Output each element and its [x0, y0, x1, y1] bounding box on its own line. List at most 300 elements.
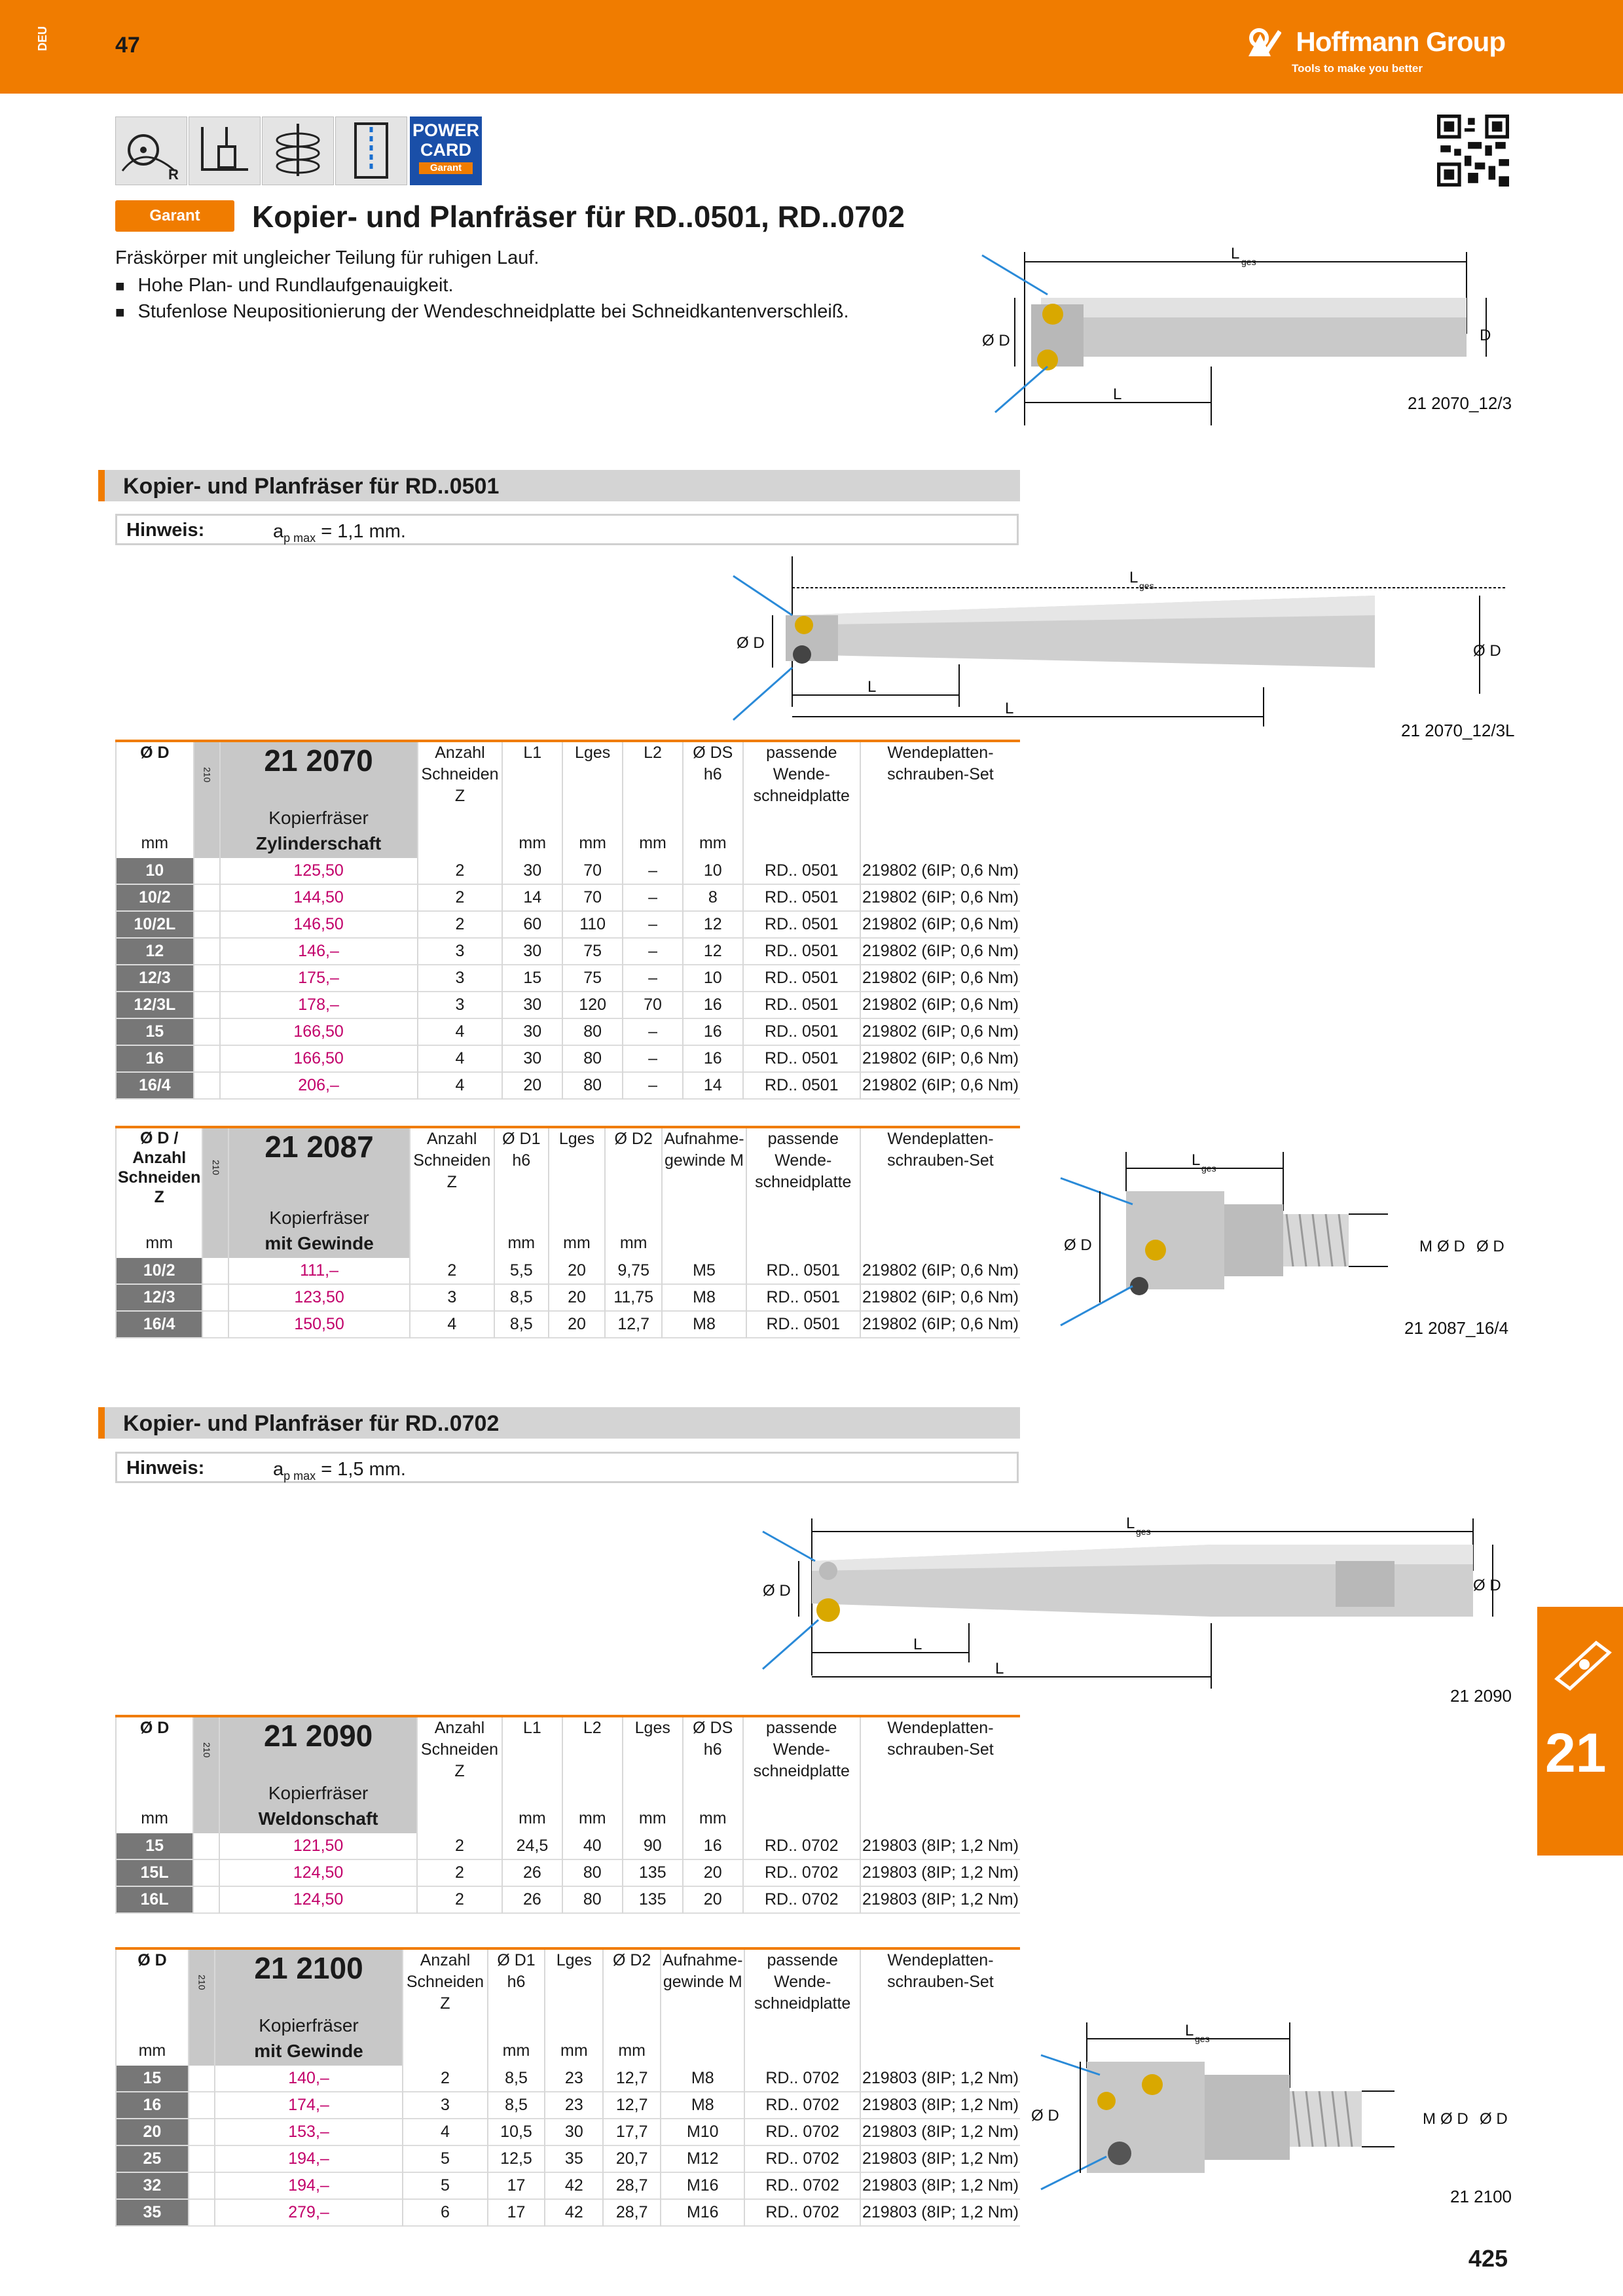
value-cell: 12 [683, 938, 743, 965]
fig2-l2-label: L [1005, 700, 1014, 717]
table-row [116, 2172, 1020, 2199]
spacer-cell [194, 1018, 220, 1045]
value-cell: 75 [562, 965, 623, 992]
article-number: 21 2100 [215, 1948, 403, 2015]
fig2-lges-sub: ges [1139, 581, 1154, 591]
value-cell: 40 [562, 1833, 623, 1859]
value-cell: 3 [418, 992, 503, 1018]
value-cell: 2 [418, 884, 503, 911]
value-cell: RD.. 0702 [743, 1833, 860, 1859]
size-cell: 10/2L [116, 911, 194, 938]
shoulder-milling-icon [189, 117, 261, 185]
value-cell: 14 [683, 1072, 743, 1099]
hoffmann-logo-icon [1247, 25, 1281, 59]
table-row [116, 884, 1020, 911]
value-cell: 6 [403, 2199, 487, 2226]
hinweis-value: $a_{p max} = 1,5$ mm. [273, 1459, 406, 1482]
value-cell: 219802 (6IP; 0,6 Nm) [860, 1072, 1020, 1099]
tool-drawing-2090 [753, 1505, 1525, 1702]
value-cell: 219802 (6IP; 0,6 Nm) [860, 884, 1020, 911]
table-row [116, 1833, 1020, 1859]
col-header-insert: passende Wende-schneidplatte [743, 741, 860, 807]
shank-type: mit Gewinde [228, 1232, 410, 1258]
col-header-l2: L2 [562, 1716, 623, 1782]
value-cell: 8,5 [494, 1284, 549, 1311]
value-cell: RD.. 0702 [744, 2092, 860, 2119]
col-header-l1: L1 [502, 1716, 562, 1782]
value-cell: 12,7 [603, 2066, 661, 2092]
fig4-d-label: Ø D [763, 1582, 791, 1600]
spacer-cell [194, 884, 220, 911]
col-header-screw-set: Wendeplatten-schrauben-Set [860, 1948, 1020, 2015]
value-cell: RD.. 0501 [743, 965, 860, 992]
table-row [116, 1311, 1020, 1338]
col-header-l2: L2 [623, 741, 683, 807]
value-cell: 11,75 [605, 1284, 662, 1311]
col-header-insert: passende Wende-schneidplatte [743, 1716, 860, 1782]
tool-drawing-overview [969, 236, 1519, 432]
size-cell: 12/3 [116, 1284, 202, 1311]
value-cell: 219803 (8IP; 1,2 Nm) [860, 2092, 1020, 2119]
value-cell: 80 [562, 1072, 623, 1099]
value-cell: M8 [662, 1311, 746, 1338]
value-cell: RD.. 0702 [744, 2066, 860, 2092]
value-cell: 12,5 [488, 2145, 545, 2172]
power-card-line-2: CARD [420, 140, 471, 160]
value-cell: 70 [562, 884, 623, 911]
col-header-z: Anzahl Schneiden Z [403, 1948, 487, 2015]
unit-label: mm [116, 1808, 193, 1833]
value-cell: 17,7 [603, 2119, 661, 2145]
fig1-d-label: Ø D [982, 332, 1010, 350]
unit-label: mm [502, 833, 562, 858]
feature-bullet: ■ Hohe Plan- und Rundlaufgenauigkeit. [115, 275, 454, 296]
value-cell: 2 [417, 1886, 502, 1913]
price-cell: 174,– [215, 2092, 403, 2119]
fig1-caption: 21 2070_12/3 [1408, 393, 1512, 413]
price-cell: 144,50 [220, 884, 418, 911]
size-cell: 16/4 [116, 1311, 202, 1338]
table-212090 [115, 1715, 1020, 1914]
milling-insert-icon [1537, 1607, 1623, 1712]
spacer-cell [193, 1859, 219, 1886]
unit-label: mm [562, 1808, 623, 1833]
value-cell: 42 [545, 2172, 603, 2199]
price-cell: 194,– [215, 2172, 403, 2199]
value-cell: 80 [562, 1886, 623, 1913]
value-cell: 80 [562, 1045, 623, 1072]
spacer-cell [189, 2199, 215, 2226]
section-title: Kopier- und Planfräser für RD..0702 [123, 1411, 500, 1436]
fig4-l2-label: L [995, 1660, 1004, 1677]
value-cell: RD.. 0702 [744, 2172, 860, 2199]
value-cell: 219802 (6IP; 0,6 Nm) [860, 965, 1020, 992]
power-card-line-1: POWER [412, 120, 479, 140]
unit-label: mm [116, 1232, 202, 1258]
value-cell: 80 [562, 1018, 623, 1045]
garant-brand-badge: Garant [115, 200, 234, 232]
value-cell: RD.. 0501 [746, 1258, 860, 1284]
table-body [116, 1833, 1020, 1913]
value-cell: M5 [662, 1258, 746, 1284]
value-cell: 219802 (6IP; 0,6 Nm) [860, 938, 1020, 965]
value-cell: 8,5 [494, 1311, 549, 1338]
picto-r-label: R [168, 166, 179, 183]
brand-name: Hoffmann Group [1296, 26, 1505, 57]
value-cell: 4 [418, 1072, 503, 1099]
spacer-cell [194, 938, 220, 965]
value-cell: M8 [661, 2092, 744, 2119]
value-cell: 5 [403, 2172, 487, 2199]
fig1-l1-label: L [1113, 386, 1122, 403]
fig2-caption: 21 2070_12/3L [1401, 721, 1515, 740]
value-cell: 110 [562, 911, 623, 938]
unit-label: mm [683, 1808, 743, 1833]
fig4-caption: 21 2090 [1450, 1686, 1512, 1702]
page-number: 425 [1468, 2245, 1508, 2272]
value-cell: 8,5 [488, 2066, 545, 2092]
value-cell: 219802 (6IP; 0,6 Nm) [860, 1258, 1020, 1284]
price-cell: 279,– [215, 2199, 403, 2226]
table-row [116, 2092, 1020, 2119]
size-cell: 15 [116, 2066, 189, 2092]
lges-label: L [1231, 245, 1240, 262]
fig3-d1-label: Ø D [1437, 1238, 1465, 1255]
tool-drawing-2100 [1021, 2016, 1525, 2212]
value-cell: – [623, 938, 683, 965]
value-cell: 12,7 [603, 2092, 661, 2119]
unit-label: mm [545, 2040, 603, 2066]
fig5-lges-sub: ges [1195, 2034, 1210, 2044]
price-cell: 146,50 [220, 911, 418, 938]
value-cell: 135 [623, 1859, 683, 1886]
product-title: Kopier- und Planfräser für RD..0501, RD..0702 [252, 200, 905, 234]
hinweis-label: Hinweis: [126, 1458, 205, 1479]
language-code: DEU [36, 26, 49, 52]
col-header-ds: Ø DS h6 [683, 741, 743, 807]
power-card-sub: Garant [419, 162, 473, 174]
unit-label: mm [116, 833, 194, 858]
fig3-lges-sub: ges [1201, 1163, 1216, 1174]
value-cell: 28,7 [603, 2199, 661, 2226]
value-cell: M16 [661, 2199, 744, 2226]
col-header-lges: Lges [562, 741, 623, 807]
value-cell: RD.. 0501 [746, 1284, 860, 1311]
value-cell: 20 [683, 1859, 743, 1886]
value-cell: 4 [403, 2119, 487, 2145]
price-cell: 150,50 [228, 1311, 410, 1338]
col-header-lges: Lges [549, 1127, 605, 1207]
value-cell: 20 [502, 1072, 562, 1099]
size-cell: 10/2 [116, 1258, 202, 1284]
value-cell: 20 [549, 1258, 605, 1284]
fig2-d-label: Ø D [737, 634, 765, 652]
value-cell: M12 [661, 2145, 744, 2172]
value-cell: M8 [661, 2066, 744, 2092]
brand-tagline: Tools to make you better [1292, 62, 1423, 75]
chapter-page-number: 47 [115, 33, 140, 58]
value-cell: – [623, 965, 683, 992]
fig3-lges-label: L [1192, 1151, 1201, 1169]
coolant-icon [335, 117, 407, 185]
article-type: Kopierfräser [219, 1782, 417, 1808]
price-cell: 178,– [220, 992, 418, 1018]
value-cell: 16 [683, 992, 743, 1018]
value-cell: – [623, 1045, 683, 1072]
unit-label: mm [549, 1232, 605, 1258]
value-cell: 5 [403, 2145, 487, 2172]
value-cell: 75 [562, 938, 623, 965]
value-cell: 70 [562, 858, 623, 884]
value-cell: 20 [549, 1284, 605, 1311]
price-cell: 124,50 [219, 1886, 417, 1913]
value-cell: 3 [418, 938, 503, 965]
value-cell: 219802 (6IP; 0,6 Nm) [860, 1018, 1020, 1045]
value-cell: 219803 (8IP; 1,2 Nm) [860, 2066, 1020, 2092]
size-cell: 16/4 [116, 1072, 194, 1099]
value-cell: 30 [502, 938, 562, 965]
value-cell: 17 [488, 2199, 545, 2226]
fig1-ds-label: D [1480, 327, 1491, 344]
qr-code-icon [1437, 115, 1509, 187]
product-code: 210 [189, 1948, 215, 2015]
tool-drawing-2087 [1054, 1139, 1525, 1348]
value-cell: RD.. 0702 [744, 2145, 860, 2172]
spacer-cell [202, 1284, 228, 1311]
col-header-thread: Aufnahme-gewinde M [662, 1127, 746, 1207]
col-header-lges: Lges [623, 1716, 683, 1782]
size-cell: 16L [116, 1886, 193, 1913]
spacer-cell [189, 2119, 215, 2145]
price-cell: 153,– [215, 2119, 403, 2145]
value-cell: 219803 (8IP; 1,2 Nm) [860, 1833, 1020, 1859]
size-cell: 32 [116, 2172, 189, 2199]
unit-label: mm [623, 1808, 683, 1833]
value-cell: 30 [502, 992, 562, 1018]
product-code: 210 [202, 1127, 228, 1207]
section-header-rd0702 [98, 1407, 1020, 1439]
col-header-screw-set: Wendeplatten-schrauben-Set [860, 1716, 1020, 1782]
value-cell: 219803 (8IP; 1,2 Nm) [860, 2172, 1020, 2199]
value-cell: 8,5 [488, 2092, 545, 2119]
fig3-caption: 21 2087_16/4 [1404, 1318, 1509, 1338]
value-cell: 219802 (6IP; 0,6 Nm) [860, 1311, 1020, 1338]
size-cell: 12 [116, 938, 194, 965]
value-cell: RD.. 0501 [743, 1045, 860, 1072]
value-cell: RD.. 0501 [743, 1072, 860, 1099]
size-cell: 15 [116, 1018, 194, 1045]
value-cell: 16 [683, 1045, 743, 1072]
spacer-cell [189, 2172, 215, 2199]
fig5-caption: 21 2100 [1450, 2187, 1512, 2206]
copy-milling-icon [115, 117, 187, 185]
value-cell: 26 [502, 1859, 562, 1886]
product-intro: Fräskörper mit ungleicher Teilung für ruhigen Lauf. [115, 247, 539, 268]
col-header-d2: Ø D2 [605, 1127, 662, 1207]
value-cell: – [623, 1018, 683, 1045]
value-cell: 219802 (6IP; 0,6 Nm) [860, 858, 1020, 884]
fig2-l1-label: L [867, 678, 877, 696]
spacer-cell [202, 1258, 228, 1284]
table-row [116, 1859, 1020, 1886]
hinweis-label: Hinweis: [126, 520, 205, 541]
lges-sub: ges [1241, 257, 1256, 267]
table-row [116, 1886, 1020, 1913]
value-cell: 16 [683, 1833, 743, 1859]
spacer-cell [189, 2066, 215, 2092]
price-cell: 194,– [215, 2145, 403, 2172]
table-row [116, 938, 1020, 965]
value-cell: 12 [683, 911, 743, 938]
value-cell: 9,75 [605, 1258, 662, 1284]
spacer-cell [194, 911, 220, 938]
value-cell: 12,7 [605, 1311, 662, 1338]
article-number: 21 2087 [228, 1127, 410, 1207]
value-cell: 30 [502, 858, 562, 884]
product-code: 210 [193, 1716, 219, 1782]
value-cell: 219803 (8IP; 1,2 Nm) [860, 1859, 1020, 1886]
unit-label: mm [603, 2040, 661, 2066]
price-cell: 125,50 [220, 858, 418, 884]
price-cell: 140,– [215, 2066, 403, 2092]
price-cell: 121,50 [219, 1833, 417, 1859]
price-cell: 123,50 [228, 1284, 410, 1311]
size-cell: 10 [116, 858, 194, 884]
value-cell: 4 [410, 1311, 494, 1338]
fig4-lges-label: L [1126, 1515, 1135, 1532]
fig5-lges-label: L [1185, 2022, 1194, 2039]
value-cell: 42 [545, 2199, 603, 2226]
fig4-ds-label: Ø D [1473, 1577, 1501, 1594]
col-header-lges: Lges [545, 1948, 603, 2015]
fig5-d-label: Ø D [1031, 2107, 1059, 2125]
value-cell: 14 [502, 884, 562, 911]
value-cell: 3 [403, 2092, 487, 2119]
value-cell: 5,5 [494, 1258, 549, 1284]
spacer-cell [194, 965, 220, 992]
size-cell: 15L [116, 1859, 193, 1886]
table-212100 [115, 1947, 1020, 2227]
value-cell: 219803 (8IP; 1,2 Nm) [860, 1886, 1020, 1913]
fig3-d-label: Ø D [1064, 1236, 1092, 1254]
size-cell: 12/3L [116, 992, 194, 1018]
spacer-cell [194, 1072, 220, 1099]
hinweis-box [115, 1452, 1019, 1483]
feature-bullet: ■ Stufenlose Neupositionierung der Wendeschneidplatte bei Schneidkantenverschleiß. [115, 301, 849, 323]
value-cell: 20,7 [603, 2145, 661, 2172]
table-row [116, 1045, 1020, 1072]
value-cell: 2 [403, 2066, 487, 2092]
unit-label: mm [623, 833, 683, 858]
unit-label: mm [116, 2040, 189, 2066]
table-row [116, 2145, 1020, 2172]
col-header-z: Anzahl Schneiden Z [410, 1127, 494, 1207]
table-row [116, 2066, 1020, 2092]
fig4-lges-sub: ges [1136, 1526, 1151, 1537]
value-cell: RD.. 0501 [743, 992, 860, 1018]
section-header-rd0501 [98, 470, 1020, 501]
value-cell: 135 [623, 1886, 683, 1913]
table-row [116, 2199, 1020, 2226]
value-cell: M16 [661, 2172, 744, 2199]
article-type: Kopierfräser [220, 807, 418, 833]
value-cell: – [623, 911, 683, 938]
value-cell: 2 [418, 911, 503, 938]
table-row [116, 1258, 1020, 1284]
shank-type: Zylinderschaft [220, 833, 418, 858]
section-title: Kopier- und Planfräser für RD..0501 [123, 474, 500, 499]
table-212070 [115, 740, 1020, 1100]
size-cell: 20 [116, 2119, 189, 2145]
fig4-l1-label: L [913, 1636, 922, 1653]
col-header-d2: Ø D2 [603, 1948, 661, 2015]
shank-type: mit Gewinde [215, 2040, 403, 2066]
article-number: 21 2090 [219, 1716, 417, 1782]
price-cell: 206,– [220, 1072, 418, 1099]
value-cell: 3 [418, 965, 503, 992]
unit-label: mm [502, 1808, 562, 1833]
value-cell: 10 [683, 965, 743, 992]
value-cell: RD.. 0501 [743, 884, 860, 911]
value-cell: 17 [488, 2172, 545, 2199]
fig3-d2-label: Ø D [1476, 1238, 1504, 1255]
spacer-cell [193, 1833, 219, 1859]
value-cell: 80 [562, 1859, 623, 1886]
value-cell: 2 [410, 1258, 494, 1284]
chapter-number: 21 [1545, 1722, 1607, 1784]
fig2-lges-label: L [1129, 569, 1139, 586]
col-header-d: Ø D [116, 741, 194, 807]
value-cell: RD.. 0702 [744, 2199, 860, 2226]
col-header-d1: Ø D1 h6 [494, 1127, 549, 1207]
value-cell: RD.. 0501 [743, 858, 860, 884]
price-cell: 124,50 [219, 1859, 417, 1886]
col-header-l1: L1 [502, 741, 562, 807]
value-cell: 10,5 [488, 2119, 545, 2145]
value-cell: – [623, 884, 683, 911]
col-header-screw-set: Wendeplatten-schrauben-Set [860, 1127, 1020, 1207]
value-cell: 8 [683, 884, 743, 911]
value-cell: 15 [502, 965, 562, 992]
unit-label: mm [488, 2040, 545, 2066]
helical-milling-icon [262, 117, 334, 185]
value-cell: M8 [662, 1284, 746, 1311]
col-header-ds: Ø DS h6 [683, 1716, 743, 1782]
value-cell: 26 [502, 1886, 562, 1913]
price-cell: 146,– [220, 938, 418, 965]
price-cell: 111,– [228, 1258, 410, 1284]
value-cell: 23 [545, 2092, 603, 2119]
value-cell: 219802 (6IP; 0,6 Nm) [860, 1045, 1020, 1072]
col-header-d: Ø D [116, 1948, 189, 2015]
value-cell: 16 [683, 1018, 743, 1045]
hinweis-value: $a_{p max} = 1,1$ mm. [273, 521, 406, 545]
fig2-ds-label: Ø D [1473, 642, 1501, 660]
value-cell: 30 [545, 2119, 603, 2145]
size-cell: 35 [116, 2199, 189, 2226]
power-card-badge [410, 117, 482, 185]
value-cell: – [623, 1072, 683, 1099]
value-cell: 2 [417, 1833, 502, 1859]
price-cell: 175,– [220, 965, 418, 992]
col-header-z: Anzahl Schneiden Z [418, 741, 503, 807]
value-cell: 219803 (8IP; 1,2 Nm) [860, 2145, 1020, 2172]
col-header-d-z: Ø D / Anzahl Schneiden Z [116, 1127, 202, 1207]
value-cell: 2 [418, 858, 503, 884]
value-cell: 23 [545, 2066, 603, 2092]
value-cell: RD.. 0702 [743, 1859, 860, 1886]
value-cell: 4 [418, 1045, 503, 1072]
